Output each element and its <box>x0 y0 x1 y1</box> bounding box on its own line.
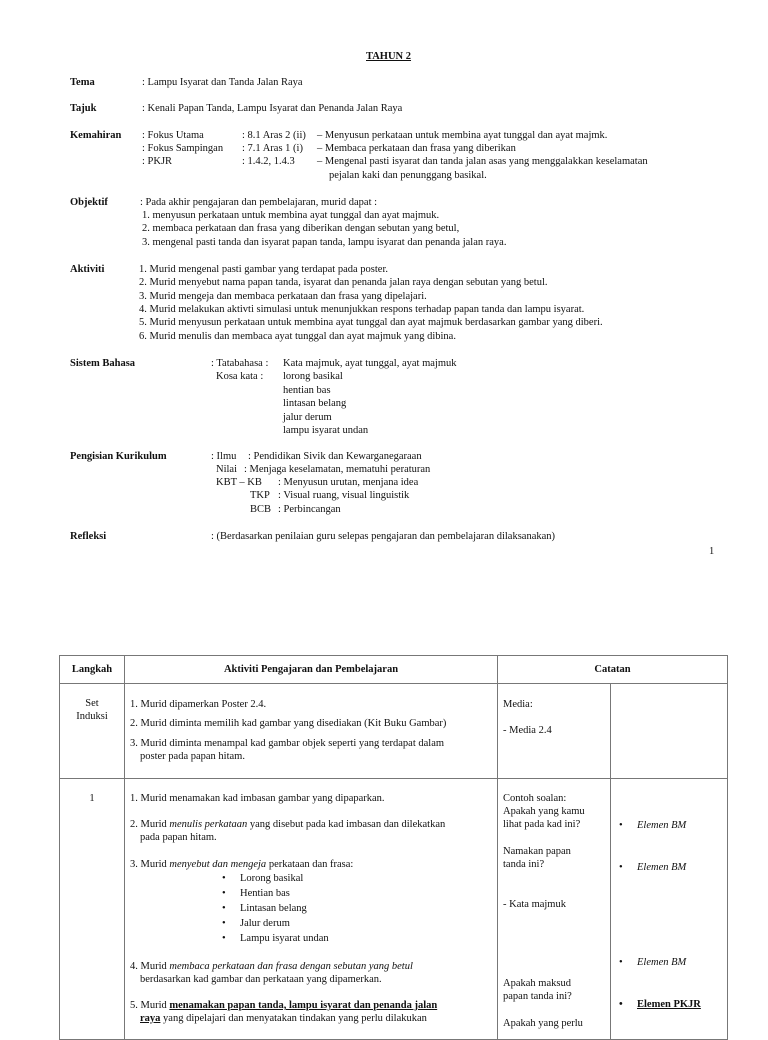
question: Apakah maksud <box>503 978 571 989</box>
kemahiran-row-code: : 7.1 Aras 1 (i) <box>242 143 303 154</box>
question: Apakah yang kamu <box>503 806 585 817</box>
objektif-item: 1. menyusun perkataan untuk membina ayat tunggal dan ayat majmuk. <box>142 210 440 221</box>
kosa-kata-label: Kosa kata : <box>216 371 264 382</box>
media-value: - Media 2.4 <box>503 725 552 736</box>
page-title: TAHUN 2 <box>366 51 412 62</box>
list-item: 3. Murid diminta menampal kad gambar objek seperti yang terdapat dalam <box>130 738 445 749</box>
kemahiran-row-name: : PKJR <box>142 156 173 167</box>
table-header-row <box>60 656 728 684</box>
kosa-kata-item: jalur derum <box>283 412 332 423</box>
table-row-step-1 <box>60 779 728 1040</box>
list-item: poster pada papan hitam. <box>140 751 245 762</box>
list-item: 2. Murid menulis perkataan yang disebut pada kad imbasan dan dilekatkan <box>130 819 446 830</box>
objektif-label: Objektif <box>70 197 108 208</box>
header-aktiviti: Aktiviti Pengajaran dan Pembelajaran <box>125 656 498 684</box>
media-label: Media: <box>503 699 533 710</box>
kemahiran-label: Kemahiran <box>70 130 122 141</box>
elemen-item: • Elemen BM <box>619 957 687 968</box>
elemen-item: • Elemen PKJR <box>619 999 701 1010</box>
question: tanda ini? <box>503 859 545 870</box>
catatan-cell <box>498 779 611 1040</box>
pengisian-key: TKP <box>250 490 270 501</box>
pengisian-value: : Perbincangan <box>278 504 341 515</box>
list-item: 4. Murid membaca perkataan dan frasa dengan sebutan yang betul <box>130 961 413 972</box>
objektif-intro: : Pada akhir pengajaran dan pembelajaran, murid dapat : <box>140 197 378 208</box>
pengisian-value: : Pendidikan Sivik dan Kewarganegaraan <box>248 451 422 462</box>
kemahiran-row-code: : 8.1 Aras 2 (ii) <box>242 130 306 141</box>
list-item-cont: raya yang dipelajari dan menyatakan tindakan yang perlu dilakukan <box>140 1013 427 1024</box>
tatabahasa-value: Kata majmuk, ayat tunggal, ayat majmuk <box>283 358 457 369</box>
kemahiran-cont: pejalan kaki dan penunggang basikal. <box>329 170 487 181</box>
objektif-item: 2. membaca perkataan dan frasa yang diberikan dengan sebutan yang betul, <box>142 223 460 234</box>
pengisian-label: Pengisian Kurikulum <box>70 451 167 462</box>
kemahiran-row-code: : 1.4.2, 1.4.3 <box>242 156 295 167</box>
tema-value: : Lampu Isyarat dan Tanda Jalan Raya <box>142 77 303 88</box>
aktiviti-item: 3. Murid mengeja dan membaca perkataan dan frasa yang dipelajari. <box>139 291 427 302</box>
bullet-item: • Lampu isyarat undan <box>222 933 329 944</box>
header-catatan: Catatan <box>498 656 728 684</box>
kosa-kata-item: lintasan belang <box>283 398 347 409</box>
langkah-cell: 1 <box>60 779 125 1040</box>
aktiviti-item: 2. Murid menyebut nama papan tanda, isyarat dan penanda jalan raya dengan sebutan yang betul. <box>139 277 548 288</box>
pengisian-key: Nilai <box>216 464 237 475</box>
tajuk-value: : Kenali Papan Tanda, Lampu Isyarat dan Penanda Jalan Raya <box>142 103 403 114</box>
list-item: 2. Murid diminta memilih kad gambar yang disediakan (Kit Buku Gambar) <box>130 718 447 729</box>
aktiviti-item: 5. Murid menyusun perkataan untuk membina ayat tunggal dan ayat majmuk berdasarkan gambar yang diberi. <box>139 317 603 328</box>
kemahiran-row-desc: – Mengenal pasti isyarat dan tanda jalan asas yang menggalakkan keselamatan <box>317 156 648 167</box>
kemahiran-row-name: : Fokus Utama <box>142 130 204 141</box>
elemen-cell <box>611 684 728 779</box>
kosa-kata-item: lorong basikal <box>283 371 343 382</box>
objektif-item: 3. mengenal pasti tanda dan isyarat papan tanda, lampu isyarat dan penanda jalan raya. <box>142 237 507 248</box>
lesson-table <box>59 655 728 1040</box>
list-item-cont: berdasarkan kad gambar dan perkataan yang dipamerkan. <box>140 974 382 985</box>
pengisian-value: : Menjaga keselamatan, mematuhi peraturan <box>244 464 431 475</box>
aktiviti-item: 4. Murid melakukan aktivti simulasi untuk menunjukkan respons terhadap papan tanda dan lampu isyarat. <box>139 304 585 315</box>
catatan-cell <box>498 684 611 779</box>
contoh-soalan: Contoh soalan: <box>503 793 567 804</box>
pengisian-key: BCB <box>250 504 272 515</box>
refleksi-label: Refleksi <box>70 531 107 542</box>
tatabahasa-label: : Tatabahasa : <box>211 358 269 369</box>
kemahiran-row-desc: – Menyusun perkataan untuk membina ayat tunggal dan ayat majmk. <box>317 130 608 141</box>
kosa-kata-item: lampu isyarat undan <box>283 425 369 436</box>
tema-label: Tema <box>70 77 95 88</box>
pengisian-value: : Menyusun urutan, menjana idea <box>278 477 419 488</box>
question: lihat pada kad ini? <box>503 819 581 830</box>
bullet-item: • Hentian bas <box>222 888 290 899</box>
list-item-cont: pada papan hitam. <box>140 832 217 843</box>
elemen-item: • Elemen BM <box>619 862 687 873</box>
aktiviti-cell <box>125 684 498 779</box>
pengisian-key: : Ilmu <box>211 451 237 462</box>
list-item: 1. Murid dipamerkan Poster 2.4. <box>130 699 267 710</box>
kemahiran-row-desc: – Membaca perkataan dan frasa yang diberikan <box>317 143 516 154</box>
list-item: 5. Murid menamakan papan tanda, lampu isyarat dan penanda jalan <box>130 1000 438 1011</box>
tajuk-label: Tajuk <box>70 103 97 114</box>
header-langkah: Langkah <box>60 656 125 684</box>
question: Namakan papan <box>503 846 571 857</box>
question: Apakah yang perlu <box>503 1018 583 1029</box>
elemen-cell <box>611 779 728 1040</box>
langkah-cell: Set Induksi <box>60 684 125 779</box>
aktiviti-cell <box>125 779 498 1040</box>
bullet-item: • Lorong basikal <box>222 873 304 884</box>
elemen-item: • Elemen BM <box>619 820 687 831</box>
aktiviti-label: Aktiviti <box>70 264 105 275</box>
page-number: 1 <box>709 546 715 557</box>
kosa-kata-item: hentian bas <box>283 385 331 396</box>
kemahiran-row-name: : Fokus Sampingan <box>142 143 224 154</box>
bullet-item: • Lintasan belang <box>222 903 307 914</box>
refleksi-value: : (Berdasarkan penilaian guru selepas pengajaran dan pembelajaran dilaksanakan) <box>211 531 556 542</box>
question: papan tanda ini? <box>503 991 572 1002</box>
pengisian-value: : Visual ruang, visual linguistik <box>278 490 410 501</box>
list-item: 3. Murid menyebut dan mengeja perkataan dan frasa: <box>130 859 354 870</box>
aktiviti-item: 6. Murid menulis dan membaca ayat tunggal dan ayat majmuk yang dibina. <box>139 331 456 342</box>
kata-majmuk-note: - Kata majmuk <box>503 899 566 910</box>
table-row-set-induksi <box>60 684 728 779</box>
pengisian-key: KBT – KB <box>216 477 262 488</box>
list-item: 1. Murid menamakan kad imbasan gambar yang dipaparkan. <box>130 793 385 804</box>
aktiviti-item: 1. Murid mengenal pasti gambar yang terdapat pada poster. <box>139 264 389 275</box>
bullet-item: • Jalur derum <box>222 918 290 929</box>
sistem-bahasa-label: Sistem Bahasa <box>70 358 136 369</box>
